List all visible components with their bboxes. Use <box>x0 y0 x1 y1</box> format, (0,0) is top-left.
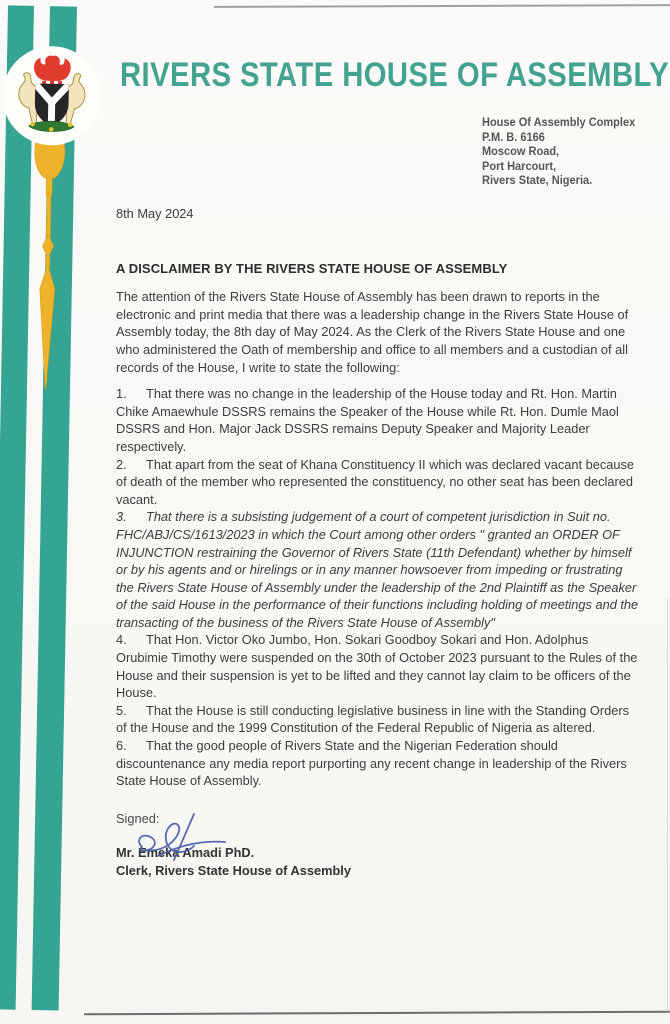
signature-area <box>116 827 642 844</box>
item-text: That there was no change in the leadership of the House today and Rt. Hon. Martin Chike Amaewhule DSSRS remains the Speaker of the House while Rt. Hon. Dumle Maol DSSRS and Hon. Major Jack DSSRS remains Deputy Speaker and Majority Leader respectively. <box>116 386 619 454</box>
letter-date: 8th May 2024 <box>116 206 194 221</box>
crest-circle <box>1 45 102 146</box>
item-number: 2. <box>116 456 127 472</box>
signatory-role: Clerk, Rivers State House of Assembly <box>116 863 351 878</box>
item-number: 1. <box>116 386 127 402</box>
item-text: That there is a subsisting judgement of a court of competent jurisdiction in Suit no. FHC/ABJ/CS/1613/2023 in which the Court among other orders " granted an ORDER OF INJUNCTION restraining the Governor of Rivers State (11th Defendant) whether by himself or by his agents and or hirelings or in any manner howsoever from impeding or frustrating the Rivers State House of Assembly under the leadership of the 2nd Plaintiff as the Speaker of the said House in the performance of their functions including holding of meetings and the transacting of the business of the Rivers State House of Assembly" <box>116 509 639 630</box>
item-text: That apart from the seat of Khana Constituency II which was declared vacant because of death of the member who represented the constituency, no other seat has been declared vacant. <box>116 456 634 507</box>
list-item <box>116 631 642 701</box>
coat-of-arms-icon <box>1 45 102 146</box>
letterhead-address <box>482 116 635 189</box>
intro-paragraph: The attention of the Rivers State House of Assembly has been drawn to reports in the electronic and print media that there was a leadership change in the Rivers State House of Assembly today, the 8th day of May 2024. As the Clerk of the Rivers State House and one who administered the Oath of membership and office to all members and a custodian of all records of the House, I write to state the following: <box>116 289 629 375</box>
paper-top-edge <box>214 4 670 7</box>
item-number: 3. <box>116 509 127 525</box>
item-text: That Hon. Victor Oko Jumbo, Hon. Sokari Goodboy Sokari and Hon. Adolphus Orubimie Timothy were suspended on the 30th of October 2023 pursuant to the Rules of the House and their suspension is yet to be lifted and they cannot lay claim to be officers of the House. <box>116 632 638 701</box>
address-line: Rivers State, Nigeria. <box>482 174 593 188</box>
paper-right-edge <box>667 598 669 1012</box>
signature-scribble <box>128 811 240 867</box>
address-line: P.M. B. 6166 <box>482 130 545 144</box>
flag-stripes <box>0 5 130 1011</box>
paper-bottom-edge <box>84 1011 670 1016</box>
item-text: That the good people of Rivers State and the Nigerian Federation should discountenance any media report purporting any recent change in leadership of the Rivers State House of Assembly. <box>116 738 627 789</box>
address-line: Moscow Road, <box>482 145 560 159</box>
address-line: Port Harcourt, <box>482 159 557 173</box>
signatory-name: Mr. Emeka Amadi PhD. <box>116 845 255 861</box>
list-item <box>116 737 642 790</box>
item-number: 5. <box>116 702 127 718</box>
numbered-list <box>116 385 642 790</box>
letter-body <box>116 205 642 880</box>
list-item <box>116 702 642 737</box>
list-item <box>116 456 642 509</box>
item-number: 6. <box>116 738 127 754</box>
letter-heading: A DISCLAIMER BY THE RIVERS STATE HOUSE OF ASSEMBLY <box>116 260 508 276</box>
mace-icon <box>23 122 73 395</box>
letterhead-title: RIVERS STATE HOUSE OF ASSEMBLY <box>120 56 670 94</box>
list-item <box>116 385 642 455</box>
signed-label: Signed: <box>116 810 160 826</box>
list-item <box>116 508 642 631</box>
item-text: That the House is still conducting legislative business in line with the Standing Orders of the House and the 1999 Constitution of the Federal Republic of Nigeria as altered. <box>116 702 629 736</box>
address-line: House Of Assembly Complex <box>482 116 636 129</box>
item-number: 4. <box>116 632 127 648</box>
